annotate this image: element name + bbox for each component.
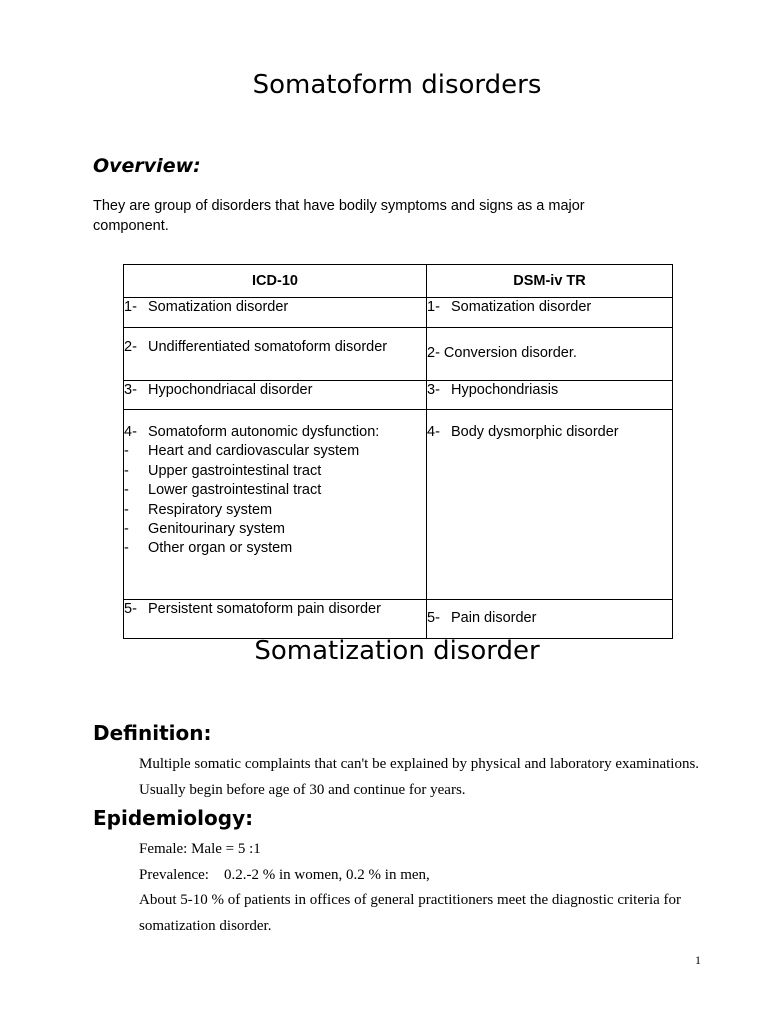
definition-text: Multiple somatic complaints that can't be explained by physical and laboratory examinations. Usually begin before age of 30 and continue for years. [139, 756, 700, 798]
list-item [124, 539, 426, 558]
item-text: Somatoform autonomic dysfunction: [148, 424, 380, 440]
dsm-cell [427, 328, 673, 381]
list-item [124, 381, 426, 400]
item-text: Heart and cardiovascular system [148, 443, 360, 460]
item-number: 5- [124, 601, 137, 617]
table-row [124, 381, 673, 410]
item-text: Upper gastrointestinal tract [148, 462, 322, 479]
item-bullet: - [124, 540, 129, 557]
epi-ratio: Female: Male = 5 :1 [139, 841, 261, 857]
item-text: Hypochondriasis [451, 382, 559, 398]
dsm-cell [427, 410, 673, 600]
list-item [124, 462, 426, 481]
header-dsm: DSM-iv TR [427, 265, 673, 298]
dsm-cell [427, 600, 673, 639]
item-bullet: - [124, 501, 129, 518]
list-item [427, 298, 672, 317]
item-text: Somatization disorder [148, 299, 289, 315]
item-text: Hypochondriacal disorder [148, 382, 313, 398]
list-item [427, 423, 672, 442]
item-text: Pain disorder [451, 610, 537, 627]
table-row [124, 600, 673, 639]
list-item [124, 298, 426, 317]
item-number: 4- [124, 424, 137, 440]
dsm-cell [427, 381, 673, 410]
item-text: Body dysmorphic disorder [451, 424, 619, 440]
table-header-row [124, 265, 673, 298]
page-title: Somatoform disorders [252, 70, 542, 100]
overview-heading: Overview: [93, 155, 201, 177]
list-item [124, 338, 426, 357]
item-text: Somatization disorder [451, 299, 592, 315]
list-item [427, 381, 672, 400]
epi-practitioners: About 5-10 % of patients in offices of general practitioners meet the diagnostic criteria for somatization disorder. [139, 892, 682, 934]
list-item [124, 442, 426, 461]
icd-cell [124, 410, 427, 600]
item-text: Lower gastrointestinal tract [148, 482, 322, 499]
item-number: 2- [124, 339, 137, 355]
table-row [124, 410, 673, 600]
icd-cell [124, 600, 427, 639]
epidemiology-heading: Epidemiology: [93, 806, 254, 830]
item-text: Persistent somatoform pain disorder [148, 601, 381, 617]
overview-text: They are group of disorders that have bodily symptoms and signs as a major component. [93, 198, 585, 234]
list-item [124, 423, 426, 442]
table-row [124, 328, 673, 381]
item-number: 3- [124, 382, 137, 398]
header-icd10: ICD-10 [124, 265, 427, 298]
list-item [427, 609, 672, 628]
list-item [124, 520, 426, 539]
list-item [124, 600, 426, 619]
item-bullet: - [124, 462, 129, 479]
item-number: 5- [427, 610, 440, 627]
icd-cell [124, 328, 427, 381]
icd-cell [124, 298, 427, 328]
item-bullet: - [124, 482, 129, 499]
page-number: 1 [695, 953, 701, 967]
item-number: 1- [427, 299, 440, 315]
item-text: 2- Conversion disorder. [427, 345, 577, 362]
item-text: Respiratory system [148, 501, 273, 518]
item-bullet: - [124, 521, 129, 538]
item-number: 1- [124, 299, 137, 315]
section-title: Somatization disorder [254, 636, 540, 666]
classification-table [123, 264, 673, 639]
epi-prevalence: Prevalence: 0.2.-2 % in women, 0.2 % in men, [139, 866, 430, 883]
dsm-cell [427, 298, 673, 328]
table-row [124, 298, 673, 328]
icd-cell [124, 381, 427, 410]
list-item [124, 501, 426, 520]
item-text: Genitourinary system [148, 521, 285, 538]
item-number: 3- [427, 382, 440, 398]
list-item [124, 481, 426, 500]
item-text: Undifferentiated somatoform disorder [148, 339, 388, 355]
item-bullet: - [124, 443, 129, 460]
item-text: Other organ or system [148, 540, 293, 557]
epidemiology-text [139, 837, 719, 939]
definition-heading: Definition: [93, 721, 212, 745]
item-number: 4- [427, 424, 440, 440]
